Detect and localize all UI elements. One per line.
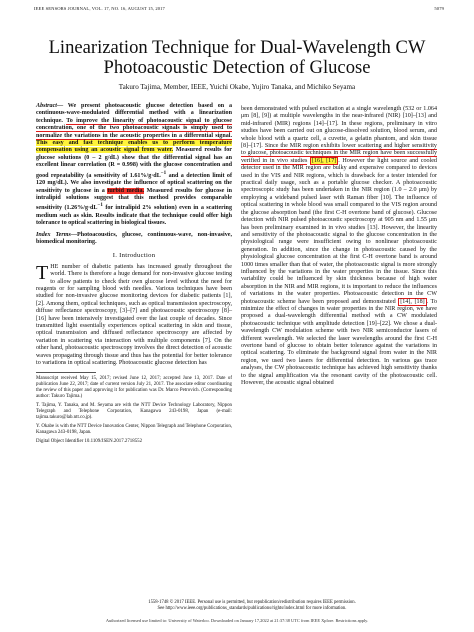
abstract-label: Abstract [36, 103, 57, 109]
doi: Digital Object Identifier 10.1109/JSEN.2017.2718552 [36, 438, 143, 444]
page-number: 5079 [434, 6, 444, 11]
copyright-footer [70, 600, 434, 612]
left-column [36, 103, 232, 445]
abstract-text-1: — We present photoacoustic glucose detection based on a continuous-wave-modulated differential method with a linearization technique. [36, 103, 232, 124]
abstract [36, 103, 232, 228]
unit-exponent: −1 [97, 202, 103, 209]
abstract-text-7: Measured results for glucose in intralipid solutions suggest that this method provides comparable sensitivity (1.26%/g·dL [36, 187, 232, 212]
right-underlined-text: Since the MIR region exhibits lower scattering and higher sensitivity to glucose, photoacoustic techniques in the MIR region have been successfully verified in in vivo studies [241, 143, 437, 164]
unit-exponent: −1 [160, 169, 167, 176]
citation-box[interactable]: [14], [18] [400, 298, 425, 305]
journal-name: IEEE SENSORS JOURNAL, VOL. 17, NO. 16, AUGUST 15, 2017 [34, 6, 165, 11]
right-paragraph [241, 106, 437, 387]
abstract-text-7c: for intralipid 2% solution) even in a scattering medium such as skin. Results indicate that the technique could offer high tolerance to optical scattering in biological tissues. [36, 205, 232, 227]
section-heading: I. Introduction [112, 252, 156, 260]
footnote-rule [36, 372, 96, 373]
author-list: Takuro Tajima, Member, IEEE, Yuichi Okabe, Yujiro Tanaka, and Michiko Seyama [118, 83, 356, 91]
right-text-3: . To minimize the effect of changes in water properties in the NIR region, we have proposed a dual-wavelength differential method with a CW modulated photoacoustic technique with amplitude detection [19]–[22]. We chose a dual-wavelength CW modulation scheme with two NIR semiconductor lasers of different wavelength. We selected the laser wavelengths around the first C-H overtone band of glucose to obtain better tolerance against the variations in optical scattering. To eliminate the background signal from water in the NIR region, we used two lasers for differential detection. In various gas trace analyses, the CW photoacoustic technique has achieved high sensitivity thanks to the signal amplification via the resonant cavity of the photoacoustic cell. However, the acoustic signal obtained [241, 298, 438, 387]
abstract-highlight-text: This easy and fast technique enables us to perform temperature compensation using an acoustic signal from water. [36, 140, 232, 154]
abstract-underlined-text: To improve the linearity of photoacoustic signal to glucose concentration, one of the two photoacoustic signals is simply used to normalize the variations in the acoustic properties in a differential signal. [36, 117, 232, 139]
running-header [34, 6, 444, 14]
footnote-affiliation-1: T. Tajima, Y. Tanaka, and M. Seyama are with the NTT Device Technology Laboratory, Nippon Telegraph and Telephone Corporation, Kanagawa 243-0198, Japan (e-mail: tajima.takuro@lab.ntt.co.jp). [36, 403, 232, 420]
copyright-line: 1558-1748 © 2017 IEEE. Personal use is permitted, but republication/redistribution requires IEEE permission. [148, 600, 356, 605]
index-terms [36, 232, 232, 247]
drop-cap: T [36, 261, 49, 284]
index-terms-text: —Photoacoustics, glucose, continuous-wave, non-invasive, biomedical monitoring. [36, 231, 232, 245]
intro-paragraph [36, 261, 232, 368]
abstract-text-5: Measured results for glucose solutions (0 – 2 g/dL) show that the differential signal has an excellent linear correlation (R = 0.998) with the glucose concentration and good repeatability (a sensitivity of 1.61%/g·dL [36, 147, 232, 179]
right-text-1: been demonstrated with pulsed excitation at a single wavelength (532 or 1.064 μm [8], [9]) at multiple wavelengths in the near-infrared (NIR) [10]–[13] and mid-infrared (MIR) regions [14]–[17]. In these regions, preliminary in vitro studies have been carried out on glucose-dissolved solution, blood serum, and whole blood with a quartz cell, a cuvette, a gelatin phantom, and skin tissue [8]–[17]. [241, 106, 437, 150]
license-notice: Authorized licensed use limited to: University of Waterloo. Downloaded on January 17,2022 at 21:37:38 UTC from IEEE Xplore. Restrictions apply. [105, 618, 369, 623]
right-text-2: . However the light source and cooled detector used in the MIR region are bulky and expensive compared to devices used in the VIS and NIR regions, which is drawback for a tester intended for practical daily usage, such as a portable glucose checker. A photoacoustic spectroscopic study has been undertaken in the NIR region (1.0 – 2.0 μm) by employing a wideband pulsed laser with Raman fiber [10]. The influence of optical scattering in whole blood was small compared to the VIS region around the glucose absorption band (the first C-H overtone band of glucose). Glucose detection with NIR pulsed photoacoustic spectroscopy at 905 nm and 1.55 μm has been preliminary examined in in vivo studies [13]. However, the linearity and sensitivity of the photoacoustic signal to the glucose concentration in the physiological range were insufficient owing to nonlinear photoacoustic generation. In addition, since the change in photoacoustic caused by the physiological glucose concentration at the first C-H overtone band is around 1000 times smaller than that of water, the photoacoustic signal is more strongly influenced by the variations in the water properties in the tissue. Since this variability could be influenced by skin thickness because of high water absorption in the NIR and MIR regions, it is important to reduce the influences of variations in the water properties. Photoacoustic detection in the CW photoacoustic scheme have been proposed and demonstrated [241, 157, 437, 305]
abstract-text-5c: and a detection limit of 120 mg/dL). We also investigate the influence of optical scattering on the sensitivity to glucose in a [36, 172, 232, 194]
abstract-highlight-red: turbid media. [107, 187, 145, 194]
right-column [241, 106, 437, 387]
intro-text: HE number of diabetic patients has increased greatly throughout the world. There is therefore a huge demand for non-invasive glucose testing to allow patients to check their own glucose level without the need for reagents or for sampling blood with needles. Various techniques have been studied for non-invasive glucose monitoring devices for diabetic patients [1], [2]. Among them, optical techniques, such as optical transmission spectroscopy, diffuse reflectance spectroscopy, [3]–[7] and photoacoustic spectroscopy [8]–[16] have been intensively investigated over the last couple of decades. Since transmitted light essentially experiences optical scattering in skin and tissue, optical transmission and diffused reflectance spectroscopy are affected by variation in scattering via interaction with multiple components [7]. On the other hand, photoacoustic spectroscopy involves the direct detection of acoustic waves propagating through tissue and thus has the potential for better tolerance to variations in optical scattering. Photoacoustic glucose detection has [36, 263, 232, 367]
footnote-affiliation-2: Y. Okabe is with the NTT Device Innovation Center, Nippon Telegraph and Telephone Corporation, Kanagawa 243-0198, Japan. [36, 423, 232, 435]
footnote-received: Manuscript received May 15, 2017; revised June 12, 2017; accepted June 13, 2017. Date of publication June 22, 2017; date of current version July 21, 2017. The associate editor coordinating the review of this paper and approving it for publication was Dr. Marco Petrovich. (Corresponding author: Takuro Tajima.) [36, 376, 232, 400]
index-terms-label: Index Terms [36, 231, 71, 238]
rights-link[interactable]: See http://www.ieee.org/publications_standards/publications/rights/index.html for more information. [157, 606, 347, 611]
citation-box[interactable]: [16], [17] [311, 157, 337, 164]
paper-title: Linearization Technique for Dual-Wavelength CW Photoacoustic Detection of Glucose [48, 37, 426, 78]
